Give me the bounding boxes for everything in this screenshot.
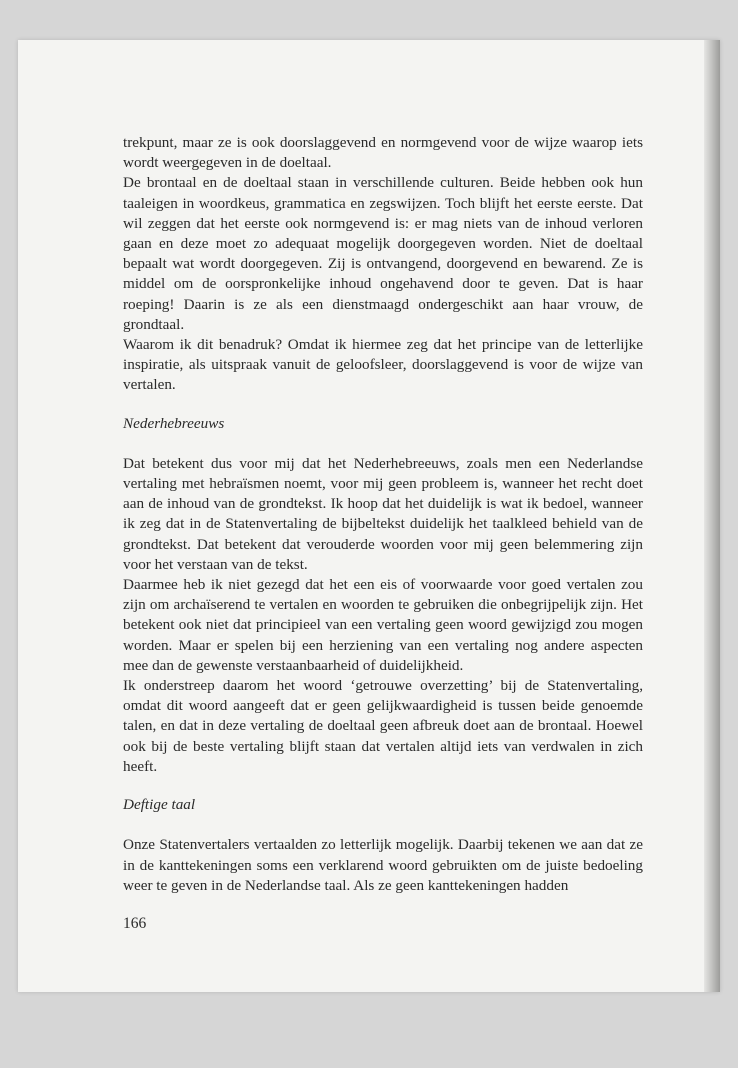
paragraph: trekpunt, maar ze is ook doorslaggevend en normgevend voor de wijze waarop iets wordt weergegeven in de doeltaal. [123,134,643,172]
paragraph: Ik onderstreep daarom het woord ‘getrouwe overzetting’ bij de Statenvertaling, omdat dit woord aangeeft dat er geen gelijkwaardigheid is tussen beide genoemde talen, en dat in deze vertaling de doeltaal geen afbreuk doet aan de brontaal. Hoewel ook bij de beste vertaling blijft staan dat vertalen altijd iets van verdwalen in zich heeft. [123,677,643,775]
section-heading-nederhebreeuws: Nederhebreeuws [123,414,225,432]
book-spine-edge [704,40,720,992]
text-block [123,133,643,896]
paragraph: Onze Statenvertalers vertaalden zo letterlijk mogelijk. Daarbij tekenen we aan dat ze in de kanttekeningen soms een verklarend woord gebruikten om de juiste bedoeling weer te geven in de Nederlandse taal. Als ze geen kanttekeningen hadden [123,836,643,894]
page-number: 166 [123,915,147,932]
paragraph: Daarmee heb ik niet gezegd dat het een eis of voorwaarde voor goed vertalen zou zijn om archaïserend te vertalen en woorden te gebruiken die onbegrijpelijk zijn. Het betekent ook niet dat principieel van een vertaling geen woord gewijzigd zou mogen worden. Maar er spelen bij een herziening van een vertaling nog andere aspecten mee dan de gewenste verstaanbaarheid of duidelijkheid. [123,576,643,674]
book-page [18,40,720,992]
paragraph: Waarom ik dit benadruk? Omdat ik hiermee zeg dat het principe van de letterlijke inspiratie, als uitspraak vanuit de geloofsleer, doorslaggevend is voor de wijze van vertalen. [123,336,643,394]
section-heading-deftige-taal: Deftige taal [123,796,196,814]
paragraph: De brontaal en de doeltaal staan in verschillende culturen. Beide hebben ook hun taaleigen in woordkeus, grammatica en zegswijzen. Toch blijft het eerste eerste. Dat wil zeggen dat het eerste ook normgevend is: er mag niets van de inhoud verloren gaan en deze moet zo adequaat mogelijk doorgegeven worden. Niet de doeltaal bepaalt wat wordt doorgegeven. Zij is ontvangend, doorgevend en bewarend. Ze is middel om de oorspronkelijke inhoud ongehavend door te geven. Dat is haar roeping! Daarin is ze als een dienstmaagd ondergeschikt aan haar vrouw, de grondtaal. [123,174,643,333]
paragraph: Dat betekent dus voor mij dat het Nederhebreeuws, zoals men een Nederlandse vertaling met hebraïsmen noemt, voor mij geen probleem is, wanneer het recht doet aan de inhoud van de grondtekst. Ik hoop dat het duidelijk is wat ik bedoel, wanneer ik zeg dat in de Statenvertaling de bijbeltekst duidelijk het taalkleed behield van de grondtekst. Dat betekent dat verouderde woorden voor mij geen belemmering zijn voor het verstaan van de tekst. [123,454,643,573]
